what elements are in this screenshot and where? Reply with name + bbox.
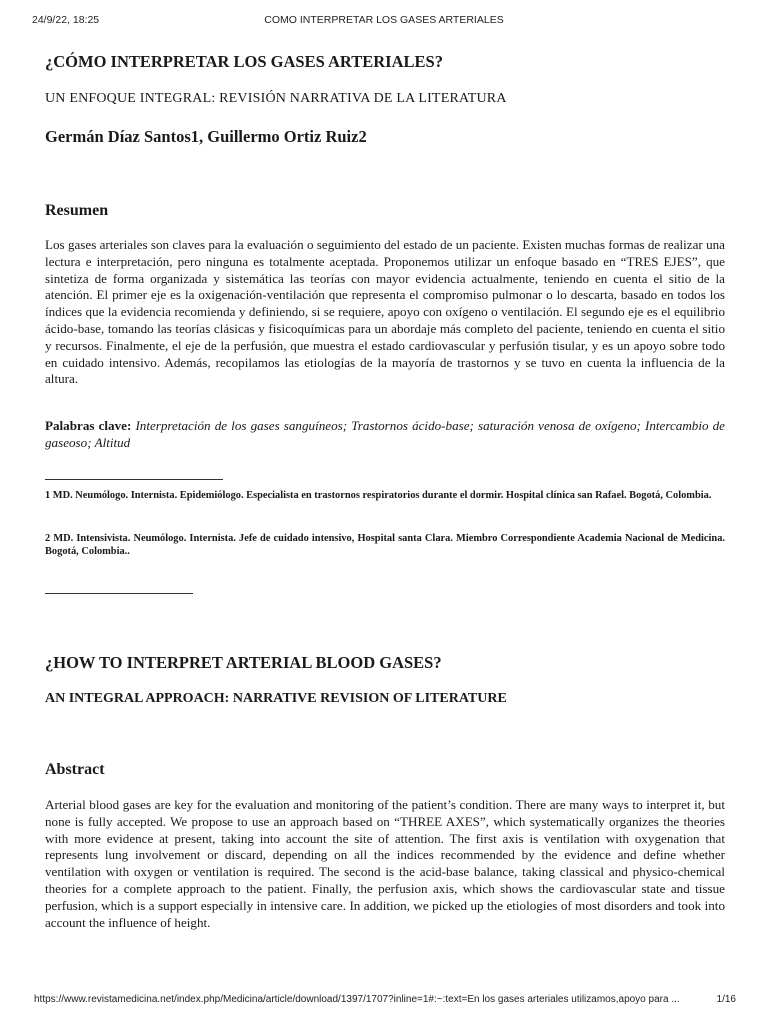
article-authors: Germán Díaz Santos1, Guillermo Ortiz Ruiz2 bbox=[45, 127, 367, 146]
print-document-title: COMO INTERPRETAR LOS GASES ARTERIALES bbox=[264, 14, 504, 26]
footnote-1: 1 MD. Neumólogo. Internista. Epidemiólogo. Especialista en trastornos respiratorios durante el dormir. Hospital clínica san Rafael. Bogotá, Colombia. bbox=[45, 490, 712, 501]
footnote-2: 2 MD. Intensivista. Neumólogo. Internista. Jefe de cuidado intensivo, Hospital santa Clara. Miembro Correspondiente Academia Nacional de Medicina. Bogotá, Colombia.. bbox=[45, 533, 725, 557]
print-footer bbox=[0, 994, 768, 1010]
print-datetime: 24/9/22, 18:25 bbox=[32, 14, 100, 26]
article-title-es: ¿CÓMO INTERPRETAR LOS GASES ARTERIALES? bbox=[45, 52, 443, 71]
section-separator bbox=[45, 593, 193, 594]
keywords bbox=[45, 417, 725, 451]
keywords-label: Palabras clave: bbox=[45, 418, 132, 433]
resumen-heading: Resumen bbox=[45, 202, 109, 219]
keywords-text: Interpretación de los gases sanguíneos; Trastornos ácido-base; saturación venosa de oxígeno; Intercambio de gaseoso; Altitud bbox=[45, 418, 725, 450]
print-header bbox=[0, 14, 768, 30]
article-subtitle-es: UN ENFOQUE INTEGRAL: REVISIÓN NARRATIVA DE LA LITERATURA bbox=[45, 91, 507, 106]
abstract-paragraph: Arterial blood gases are key for the evaluation and monitoring of the patient’s condition. There are many ways to interpret it, but none is fully accepted. We propose to use an approach based on “THREE AXES”, which systematically organizes the theories with more evidence at present, taking into account the site of attention. The first axis is ventilation with oxygenation that represents lung involvement or discard, depending on all the indices recommended by the evidence and define whether ventilation with oxygen or ventilation is required. The second is the acid-base balance, taking classical and physico-chemical theories for a complete approach to the patient. Finally, the perfusion axis, which shows the cardiovascular state and tissue perfusion, which is a support especially in intensive care. In addition, we picked up the etiologies of most disorders and took into account the influence of height. bbox=[45, 797, 725, 930]
footnote-separator bbox=[45, 479, 223, 480]
article-title-en: ¿HOW TO INTERPRET ARTERIAL BLOOD GASES? bbox=[45, 653, 442, 672]
article-subtitle-en: AN INTEGRAL APPROACH: NARRATIVE REVISION OF LITERATURE bbox=[45, 691, 507, 706]
print-page-number: 1/16 bbox=[716, 994, 736, 1005]
print-source-url: https://www.revistamedicina.net/index.php/Medicina/article/download/1397/1707?inline=1#:~:text=En los gases arteriales utilizamos,apoyo para ... bbox=[34, 994, 680, 1005]
resumen-paragraph: Los gases arteriales son claves para la evaluación o seguimiento del estado de un paciente. Existen muchas formas de realizar una lectura e interpretación, pero ninguna es totalmente aceptada. Proponemos utilizar un enfoque basado en “TRES EJES”, que sintetiza de forma organizada y sistemática las teorías con mayor evidencia actualmente, teniendo en cuenta el sitio de la atención. El primer eje es la oxigenación-ventilación que representa el compromiso pulmonar o lo descarta, basado en todos los índices que la evidencia recomienda y definiendo, si se requiere, apoyo con oxígeno o ventilación. El segundo eje es el equilibrio ácido-base, tomando las teorías clásicas y fisicoquímicas para un abordaje más completo del paciente, teniendo en cuenta el sitio y recursos. Finalmente, el eje de la perfusión, que muestra el estado cardiovascular y perfusión tisular, y es un apoyo sobre todo en cuidado intensivo. Además, recopilamos las etiologías de la mayoría de trastornos y se tuvo en cuenta la influencia de la altura. bbox=[45, 237, 725, 387]
abstract-heading: Abstract bbox=[45, 761, 105, 778]
